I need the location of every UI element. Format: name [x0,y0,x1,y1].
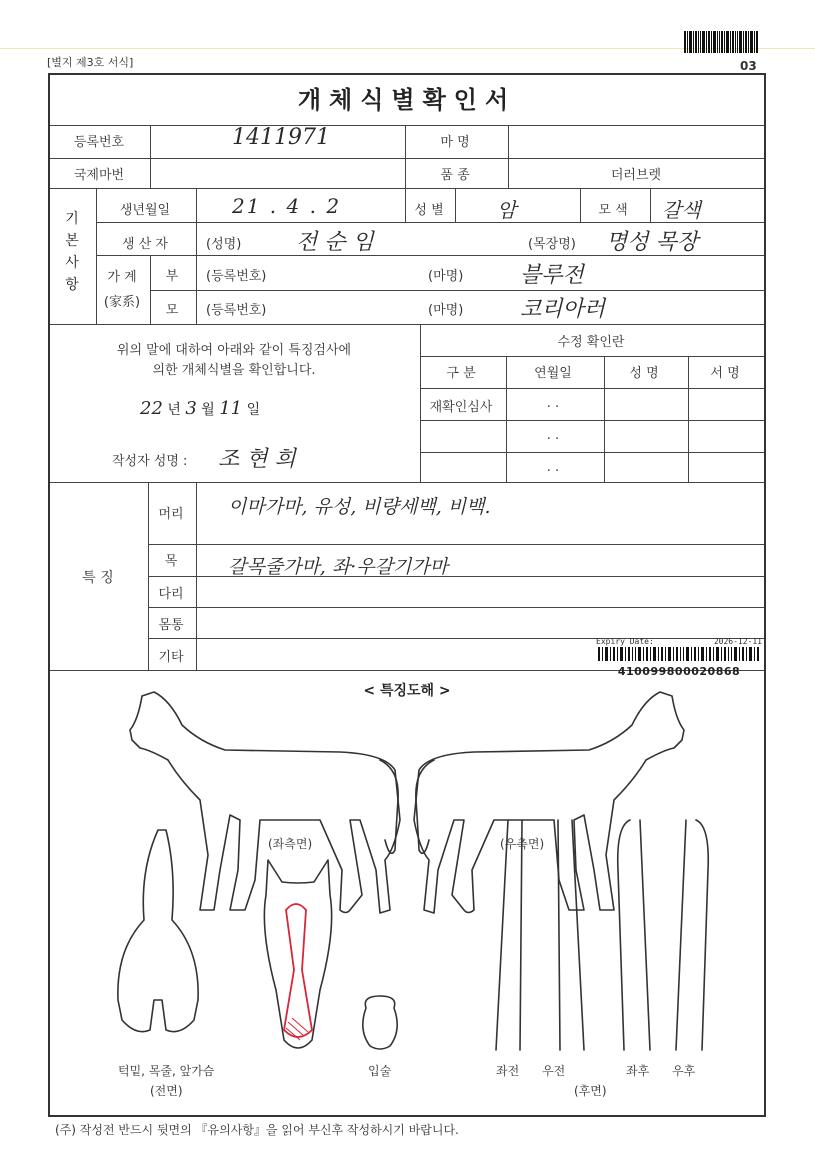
rule [420,356,764,357]
horse-name-label: 마 명 [440,135,470,150]
rule [150,290,764,291]
horse-front-legs-outline [496,820,584,1050]
sex-value: 암 [497,198,517,222]
rule [150,125,151,188]
dam-reg-label: (등록번호) [206,303,267,318]
rule [50,125,764,126]
rule [50,158,764,159]
page-number: 03 [740,59,757,73]
breed-value: 더러브렛 [610,168,662,183]
sire-reg-label: (등록번호) [206,269,267,284]
right-side-caption: (우측면) [500,837,545,851]
sticker-barcode [596,647,762,661]
pedigree-sub-label: (家系) [103,295,141,310]
intl-name-label: 국제마번 [73,168,125,183]
farm-label: (목장명) [528,237,576,252]
rule [148,607,764,608]
feature-label-neck: 목 [164,554,178,569]
horse-right-side-outline [414,692,684,913]
rule [196,482,197,670]
rule [196,188,197,255]
sire-value: 블루전 [520,263,584,288]
row-recheck-label: 재확인심사 [429,400,493,415]
breeder-name-value: 전 순 임 [296,230,374,255]
dam-name-label: (마명) [428,303,464,318]
expiry-value: 2026-12-11 [713,637,762,646]
col-type-header: 구 분 [446,366,476,381]
feature-value-neck: 갈목줄가마, 좌·우갈기가마 [228,556,449,578]
left-side-caption: (좌측면) [268,837,313,851]
features-section-label: 특 징 [82,570,114,586]
statement-line-1: 위의 말에 대하여 아래와 같이 특징검사에 [116,343,352,358]
dam-label: 모 [165,303,179,318]
rule [420,452,764,453]
horse-diagrams [50,670,764,1116]
confirm-date: 22 년 3 월 11 일 [140,398,261,419]
feature-label-body: 몸통 [158,618,184,633]
muzzle-caption: 입술 [368,1064,392,1078]
footer-note: (주) 작성전 반드시 뒷면의 『유의사항』을 읽어 부신후 작성하시기 바랍니다. [55,1123,459,1137]
rule [50,188,764,189]
expiry-label: Expiry Date: [596,637,654,646]
rule [420,420,764,421]
birth-date-label: 생년월일 [119,203,171,218]
feature-label-legs: 다리 [158,587,184,602]
form-type-label: [별지 제3호 서식] [47,56,134,69]
horse-left-side-outline [130,692,400,913]
front-view-caption: (전면) [150,1084,183,1098]
sire-label: 부 [165,269,179,284]
col-name-header: 성 명 [629,366,659,381]
horse-rear-view-outline [618,820,709,1050]
breeder-name-label: (성명) [206,237,242,252]
col-sign-header: 서 명 [710,366,740,381]
diagram-title: < 특징도해 > [363,683,451,699]
document-title: 개체식별확인서 [297,86,517,114]
rule [455,188,456,222]
farm-value: 명성 목장 [606,230,699,255]
barcode-number: 410099800020868 [617,665,741,678]
feature-label-other: 기타 [158,650,184,665]
pedigree-label: 가 계 [107,270,137,285]
basic-section-label: 기 본 사 항 [65,211,79,293]
statement-line-2: 의한 개체식별을 확인합니다. [152,363,316,378]
horse-muzzle-outline [363,996,397,1049]
head-marking [284,904,312,1037]
row3-date: . . [546,460,560,475]
color-value: 갈색 [662,198,701,222]
rear-view-caption: (후면) [574,1084,607,1098]
birth-date-value: 21 . 4 . 2 [232,194,342,218]
feature-label-head: 머리 [158,507,184,522]
sex-label: 성 별 [414,203,444,218]
hind-right-caption: 우후 [672,1064,696,1078]
row1-date: . . [546,396,560,411]
row2-date: . . [546,428,560,443]
rule [650,188,651,222]
rule [148,544,764,545]
breed-label: 품 종 [440,168,470,183]
front-left-caption: 좌전 [496,1064,520,1078]
correction-title: 수정 확인란 [557,335,625,350]
front-caption: 턱밑, 목줄, 앞가슴 [118,1064,215,1078]
horse-head-front-outline [264,860,331,1048]
reg-no-value: 1411971 [232,125,330,150]
writer-signature: 조 현 희 [218,447,296,472]
horse-front-view-outline [118,830,198,1032]
color-label: 모 색 [598,203,628,218]
rule [50,324,764,325]
reg-no-label: 등록번호 [73,135,125,150]
hind-left-caption: 좌후 [626,1064,650,1078]
feature-value-head: 이마가마, 유성, 비량세백, 비백. [228,496,491,518]
col-date-header: 연월일 [534,366,572,381]
rule [420,388,764,389]
dam-value: 코리아러 [520,297,606,322]
sire-name-label: (마명) [428,269,464,284]
rule [196,255,197,324]
writer-label: 작성자 성명 : [112,454,188,469]
breeder-label: 생 산 자 [122,237,168,252]
front-right-caption: 우전 [542,1064,566,1078]
top-barcode [684,31,759,53]
rule [50,482,764,483]
